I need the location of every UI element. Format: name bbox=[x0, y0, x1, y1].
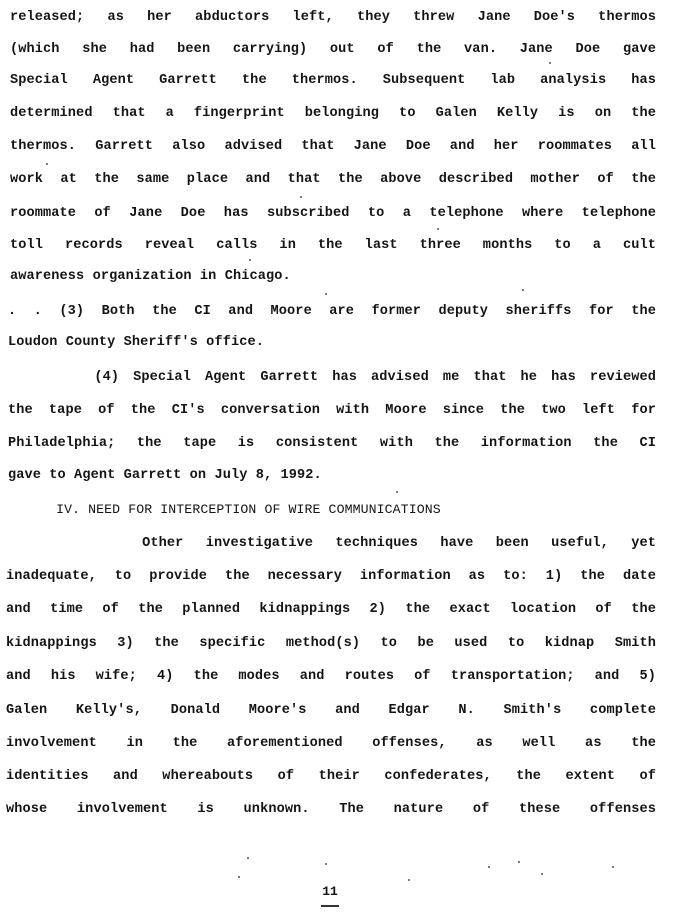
text-line: (4) Special Agent Garrett has advised me that he has reviewed bbox=[10, 370, 656, 385]
text-line: involvement in the aforementioned offenses, as well as the bbox=[6, 736, 656, 751]
scan-speck bbox=[249, 259, 251, 261]
scan-speck bbox=[46, 163, 48, 165]
text-line: and his wife; 4) the modes and routes of transportation; and 5) bbox=[6, 669, 656, 684]
text-line: whose involvement is unknown. The nature of these offenses bbox=[6, 802, 656, 817]
text-line: Philadelphia; the tape is consistent with the information the CI bbox=[8, 436, 656, 451]
scan-speck bbox=[518, 861, 520, 863]
scan-speck bbox=[437, 228, 439, 230]
text-line: Other investigative techniques have been useful, yet bbox=[8, 536, 656, 551]
scan-speck bbox=[612, 866, 614, 868]
text-line: Galen Kelly's, Donald Moore's and Edgar N. Smith's complete bbox=[6, 703, 656, 718]
text-line: . . (3) Both the CI and Moore are former deputy sheriffs for the bbox=[8, 304, 656, 319]
page-number: 11 bbox=[322, 884, 338, 899]
text-line: gave to Agent Garrett on July 8, 1992. bbox=[8, 468, 322, 483]
scan-speck bbox=[325, 863, 327, 865]
text-line: Loudon County Sheriff's office. bbox=[8, 335, 264, 350]
text-line: toll records reveal calls in the last three months to a cult bbox=[10, 238, 656, 253]
text-line: Special Agent Garrett the thermos. Subsequent lab analysis has bbox=[10, 73, 656, 88]
text-line: thermos. Garrett also advised that Jane Doe and her roommates all bbox=[10, 139, 656, 154]
text-line: awareness organization in Chicago. bbox=[10, 269, 291, 284]
text-line: kidnappings 3) the specific method(s) to be used to kidnap Smith bbox=[6, 636, 656, 651]
scan-speck bbox=[396, 491, 398, 493]
text-line: and time of the planned kidnappings 2) the exact location of the bbox=[6, 602, 656, 617]
text-line: inadequate, to provide the necessary information as to: 1) the date bbox=[6, 569, 656, 584]
scan-speck bbox=[549, 62, 551, 64]
scan-speck bbox=[541, 873, 543, 875]
scan-speck bbox=[247, 857, 249, 859]
text-line: the tape of the CI's conversation with Moore since the two left for bbox=[8, 403, 656, 418]
page-number-underline bbox=[321, 905, 339, 907]
text-line: work at the same place and that the above described mother of the bbox=[10, 172, 656, 187]
scan-speck bbox=[408, 879, 410, 881]
text-line: (which she had been carrying) out of the van. Jane Doe gave bbox=[10, 42, 656, 57]
text-line: identities and whereabouts of their confederates, the extent of bbox=[6, 769, 656, 784]
scan-speck bbox=[488, 866, 490, 868]
scan-speck bbox=[325, 293, 327, 295]
text-line: released; as her abductors left, they threw Jane Doe's thermos bbox=[10, 10, 656, 25]
scan-speck bbox=[238, 876, 240, 878]
text-line: roommate of Jane Doe has subscribed to a telephone where telephone bbox=[10, 206, 656, 221]
text-line: determined that a fingerprint belonging to Galen Kelly is on the bbox=[10, 106, 656, 121]
scan-speck bbox=[300, 196, 302, 198]
section-heading: IV. NEED FOR INTERCEPTION OF WIRE COMMUNICATIONS bbox=[8, 502, 441, 517]
scan-speck bbox=[522, 289, 524, 291]
